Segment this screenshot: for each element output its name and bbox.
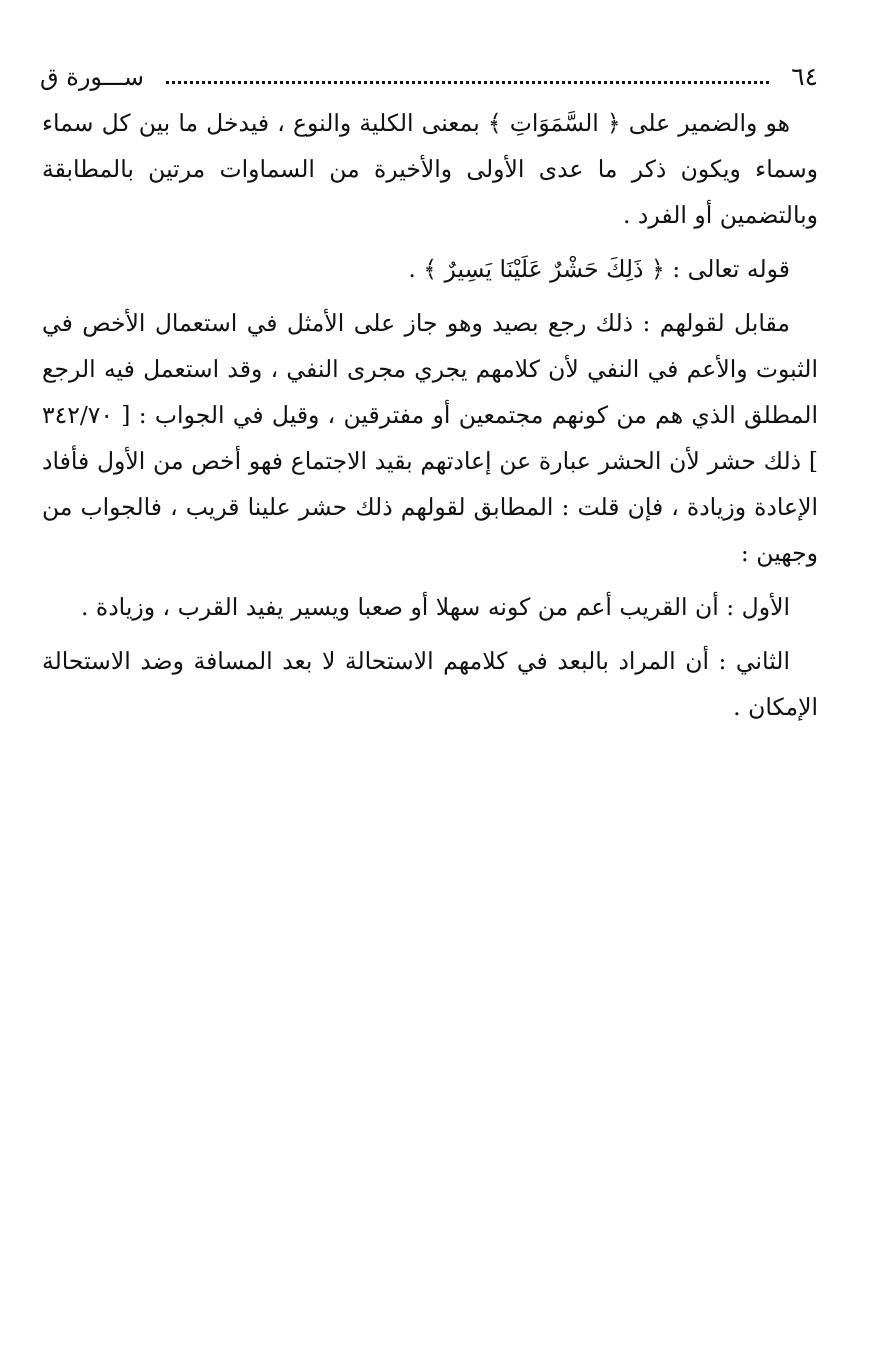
body-text <box>42 100 818 738</box>
paragraph: الثاني : أن المراد بالبعد في كلامهم الاستحالة لا بعد المسافة وضد الاستحالة الإمكان . <box>42 647 818 721</box>
paragraph: قوله تعالى : ﴿ ذَلِكَ حَشْرٌ عَلَيْنَا يَسِيرٌ ﴾ . <box>408 255 790 283</box>
paragraph: مقابل لقولهم : ذلك رجع بصيد وهو جاز على الأمثل في استعمال الأخص في الثبوت والأعم في النفي لأن كلامهم يجري مجرى النفي ، وقد استعمل فيه الرجع المطلق الذي هم من كونهم مجتمعين أو مفترقين ، وقيل في الجواب : [ ٣٤٢/٧٠ ] ذلك حشر لأن الحشر عبارة عن إعادتهم بقيد الاجتماع فهو أخص من الأول فأفاد الإعادة وزيادة ، فإن قلت : المطابق لقولهم ذلك حشر علينا قريب ، فالجواب من وجهين : <box>42 309 818 567</box>
paragraph: الأول : أن القريب أعم من كونه سهلا أو صعبا ويسير يفيد القرب ، وزيادة . <box>80 593 790 621</box>
paragraph: هو والضمير على ﴿ السَّمَوَاتِ ﴾ بمعنى الكلية والنوع ، فيدخل ما بين كل سماء وسماء ويكون ذكر ما عدى الأولى والأخيرة من السماوات مرتين بالمطابقة وبالتضمين أو الفرد . <box>42 109 818 229</box>
page-header <box>40 58 818 92</box>
header-dotted-leader <box>166 81 769 84</box>
page-number: ٦٤ <box>791 62 818 91</box>
surah-name: ســـورة ق <box>40 63 145 91</box>
